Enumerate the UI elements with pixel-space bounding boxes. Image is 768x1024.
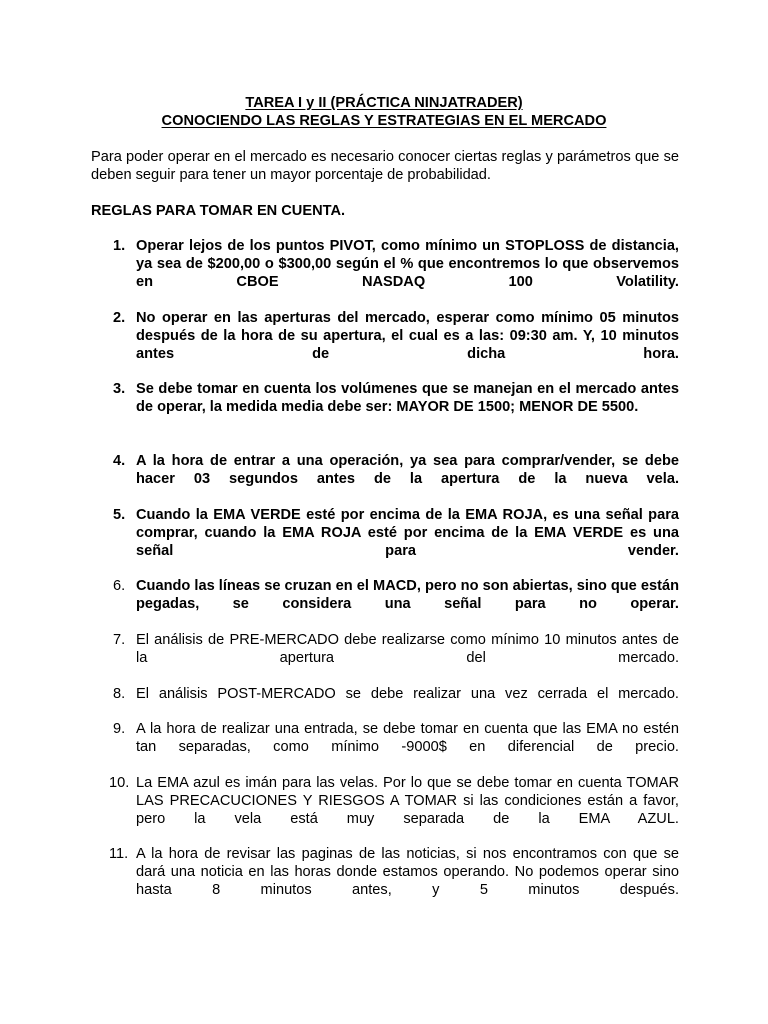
list-item-text: A la hora de realizar una entrada, se debe tomar en cuenta que las EMA no estén tan separadas, como mínimo -9000$ en diferencial de precio. [136,721,679,755]
list-item-text: La EMA azul es imán para las velas. Por lo que se debe tomar en cuenta TOMAR LAS PRECACUCIONES Y RIESGOS A TOMAR si las condiciones están a favor, pero la vela está muy separada de la EMA AZUL. [136,775,679,827]
list-item [91,775,679,828]
list-item [91,507,679,560]
list-item-number: 4. [113,453,126,469]
list-item-number: 6. [113,578,126,594]
list-item [91,381,679,417]
list-item-number: 10. [109,775,130,791]
list-item-number: 8. [113,686,126,702]
list-item-number: 3. [113,381,126,397]
intro-paragraph: Para poder operar en el mercado es necesario conocer ciertas reglas y parámetros que se deben seguir para tener un mayor porcentaje de probabilidad. [91,149,679,183]
rules-heading: REGLAS PARA TOMAR EN CUENTA. [91,203,346,219]
list-item-number: 2. [113,310,126,326]
list-item-number: 1. [113,238,126,254]
list-item-number: 5. [113,507,126,523]
list-item [91,310,679,363]
title-line-1: TAREA I y II (PRÁCTICA NINJATRADER) [245,95,523,111]
list-item-text: Se debe tomar en cuenta los volúmenes que se manejan en el mercado antes de operar, la medida media debe ser: MAYOR DE 1500; MENOR DE 5500. [136,381,679,415]
list-item-text: A la hora de entrar a una operación, ya sea para comprar/vender, se debe hacer 03 segundos antes de la apertura de la nueva vela. [136,453,679,487]
list-item [91,721,679,757]
list-item [91,578,679,614]
list-item-text: Cuando las líneas se cruzan en el MACD, pero no son abiertas, sino que están pegadas, se considera una señal para no operar. [136,578,679,612]
list-item [91,453,679,489]
document-title [0,94,768,130]
list-item-text: Cuando la EMA VERDE esté por encima de la EMA ROJA, es una señal para comprar, cuando la EMA ROJA esté por encima de la EMA VERDE es una señal para vender. [136,507,679,559]
list-item [91,238,679,291]
list-item-text: El análisis POST-MERCADO se debe realizar una vez cerrada el mercado. [136,686,679,702]
list-item-number: 7. [113,632,126,648]
list-item [91,686,679,704]
list-item-number: 11. [109,846,129,862]
list-item [91,632,679,668]
list-item-text: Operar lejos de los puntos PIVOT, como mínimo un STOPLOSS de distancia, ya sea de $200,00 o $300,00 según el % que encontremos lo que observemos en CBOE NASDAQ 100 Volatility. [136,238,679,290]
list-item-text: A la hora de revisar las paginas de las noticias, si nos encontramos con que se dará una noticia en las horas donde estamos operando. No podemos operar sino hasta 8 minutos antes, y 5 minutos después. [136,846,679,898]
list-item-number: 9. [113,721,126,737]
list-item-text: El análisis de PRE-MERCADO debe realizarse como mínimo 10 minutos antes de la apertura del mercado. [136,632,679,666]
list-item [91,846,679,899]
title-line-2: CONOCIENDO LAS REGLAS Y ESTRATEGIAS EN EL MERCADO [161,113,607,129]
list-item-text: No operar en las aperturas del mercado, esperar como mínimo 05 minutos después de la hora de su apertura, el cual es a las: 09:30 am. Y, 10 minutos antes de dicha hora. [136,310,679,362]
